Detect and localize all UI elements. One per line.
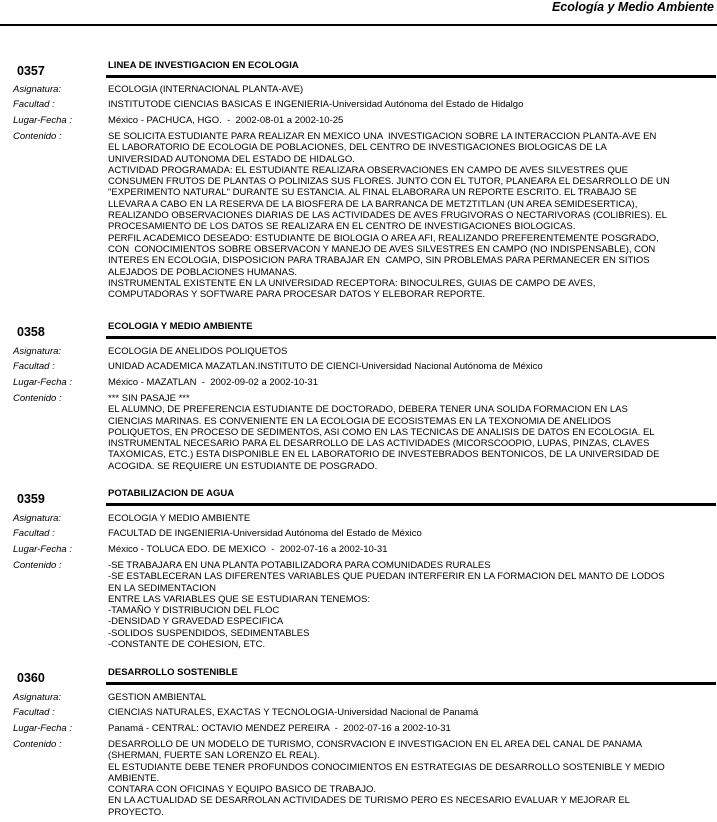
page-header: [0, 0, 717, 26]
entry-number: 0359: [17, 492, 45, 506]
asignatura-label: Asignatura:: [13, 346, 62, 357]
facultad-value: FACULTAD DE INGENIERIA-Universidad Autónoma del Estado de México: [108, 528, 422, 539]
contenido-label: Contenido :: [13, 560, 62, 571]
contenido-value: *** SIN PASAJE *** EL ALUMNO, DE PREFERENCIA ESTUDIANTE DE DOCTORADO, DEBERA TENER UNA SOLIDA FORMACION EN LAS CIENCIAS MARINAS. ES CONVENIENTE EN LA ECOLOGIA DE ECOSISTEMAS EN LA TEXONOMIA DE ANELIDOS POLIQUETOS, EN PROCESO DE SEDIMENTOS, ASI COMO EN LAS TECNICAS DE ANALISIS DE DATOS EN ECOLOGIA. EL INSTRUMENTAL NECESARIO PARA EL DESARROLLO DE LAS ACTIVIDADES (MICORSCOOPIO, LUPAS, PINZAS, CLAVES TAXOMICAS, ETC.) ESTA DISPONIBLE EN EL LABORATORIO DE INVESTEBRADOS BENTONICOS, DE LA UNIVERSIDAD DE ACOGIDA. SE REQUIERE UN ESTUDIANTE DE POSGRADO.: [108, 393, 660, 472]
entry-divider: [106, 75, 716, 78]
contenido-label: Contenido :: [13, 393, 62, 404]
facultad-value: CIENCIAS NATURALES, EXACTAS Y TECNOLOGIA-Universidad Nacional de Panamá: [108, 707, 479, 718]
facultad-label: Facultad :: [13, 528, 55, 539]
contenido-label: Contenido :: [13, 739, 62, 750]
asignatura-value: ECOLOGIA Y MEDIO AMBIENTE: [108, 513, 251, 524]
entry-divider: [106, 682, 716, 685]
lugar-fecha-label: Lugar-Fecha :: [13, 544, 72, 555]
entry-title: DESARROLLO SOSTENIBLE: [108, 667, 238, 678]
entry-divider: [106, 336, 716, 339]
lugar-fecha-label: Lugar-Fecha :: [13, 377, 72, 388]
entry-title: ECOLOGIA Y MEDIO AMBIENTE: [108, 321, 253, 332]
page-title: Ecología y Medio Ambiente: [551, 0, 714, 14]
lugar-fecha-value: México - MAZATLAN - 2002-09-02 a 2002-10-31: [108, 377, 318, 388]
entry-title: POTABILIZACION DE AGUA: [108, 488, 235, 499]
facultad-value: UNIDAD ACADEMICA MAZATLAN.INSTITUTO DE CIENCI-Universidad Nacional Autónoma de México: [108, 361, 543, 372]
entry-title: LINEA DE INVESTIGACION EN ECOLOGIA: [108, 60, 299, 71]
entry-number: 0357: [17, 64, 45, 78]
facultad-label: Facultad :: [13, 361, 55, 372]
asignatura-value: GESTION AMBIENTAL: [108, 692, 207, 703]
lugar-fecha-value: Panamá - CENTRAL: OCTAVIO MENDEZ PEREIRA - 2002-07-16 a 2002-10-31: [108, 723, 451, 734]
contenido-value: DESARROLLO DE UN MODELO DE TURISMO, CONSRVACION E INVESTIGACION EN EL AREA DEL CANAL DE PANAMA (SHERMAN, FUERTE SAN LORENZO EL REAL). EL ESTUDIANTE DEBE TENER PROFUNDOS CONOCIMIENTOS EN ESTRATEGIAS DE DESARROLLO SOSTENIBLE Y MEDIO AMBIENTE. CONTARA CON OFICINAS Y EQUIPO BASICO DE TRABAJO. EN LA ACTUALIDAD SE DESARROLAN ACTIVIDADES DE TURISMO PERO ES NECESARIO EVALUAR Y MEJORAR EL PROYECTO.: [108, 739, 665, 818]
facultad-label: Facultad :: [13, 99, 55, 110]
entry-number: 0360: [17, 671, 45, 685]
contenido-value: SE SOLICITA ESTUDIANTE PARA REALIZAR EN MEXICO UNA INVESTIGACION SOBRE LA INTERACCION PLANTA-AVE EN EL LABORATORIO DE ECOLOGIA DE POBLACIONES, DEL CENTRO DE INVESTIGACIONES BIOLOGICAS DE LA UNIVERSIDAD AUTONOMA DEL ESTADO DE HIDALGO. ACTIVIDAD PROGRAMADA: EL ESTUDIANTE REALIZARA OBSERVACIONES EN CAMPO DE AVES SILVESTRES QUE CONSUMEN FRUTOS DE PLANTAS O POLINIZAS SUS FLORES. JUNTO CON EL TUTOR, PLANEARA EL DESARROLLO DE UN "EXPERIMENTO NATURAL" DURANTE SU ESTANCIA. AL FINAL ELABORARA UN REPORTE ESCRITO. EL TRABAJO SE LLEVARA A CABO EN LA RESERVA DE LA BIOSFERA DE LA BARRANCA DE METZTITLAN (UN AREA SEMIDESERTICA), REALIZANDO OBSERVACIONES DIARIAS DE LAS ACTIVIDADES DE AVES FRUGIVORAS O NECTARIVORAS (COLIBRIES). EL PROCESAMIENTO DE LOS DATOS SE REALIZARA EN EL CENTRO DE INVESTIGACIONES BIOLOGICAS. PERFIL ACADEMICO DESEADO: ESTUDIANTE DE BIOLOGIA O AREA AFI, REALIZANDO PREFERENTEMENTE POSGRADO, CON CONOCIMIENTOS SOBRE OBSERVACON Y MANEJO DE AVES SILVESTRES EN CAMPO (NO INDISPENSABLE), CON INTERES EN ECOLOGIA, DISPOSICION PARA TRABAJAR EN CAMPO, SIN PROBLEMAS PARA PERMANECER EN SITIOS ALEJADOS DE POBLACIONES HUMANAS. INSTRUMENTAL EXISTENTE EN LA UNIVERSIDAD RECEPTORA: BINOCULRES, GUIAS DE CAMPO DE AVES, COMPUTADORAS Y SOFTWARE PARA PROCESAR DATOS Y ELEBORAR REPORTE.: [108, 131, 670, 301]
asignatura-label: Asignatura:: [13, 692, 62, 703]
lugar-fecha-label: Lugar-Fecha :: [13, 115, 72, 126]
asignatura-value: ECOLOGIA DE ANELIDOS POLIQUETOS: [108, 346, 288, 357]
contenido-label: Contenido :: [13, 131, 62, 142]
contenido-value: -SE TRABAJARA EN UNA PLANTA POTABILIZADORA PARA COMUNIDADES RURALES -SE ESTABLECERAN LAS DIFERENTES VARIABLES QUE PUEDAN INTERFERIR EN LA FORMACION DEL MANTO DE LODOS EN LA SEDIMENTACION ENTRE LAS VARIABLES QUE SE ESTUDIARAN TENEMOS: -TAMAÑO Y DISTRIBUCION DEL FLOC -DENSIDAD Y GRAVEDAD ESPECIFICA -SOLIDOS SUSPENDIDOS, SEDIMENTABLES -CONSTANTE DE COHESION, ETC.: [108, 560, 665, 651]
lugar-fecha-label: Lugar-Fecha :: [13, 723, 72, 734]
asignatura-label: Asignatura:: [13, 513, 62, 524]
asignatura-label: Asignatura:: [13, 84, 62, 95]
asignatura-value: ECOLOGIA (INTERNACIONAL PLANTA-AVE): [108, 84, 304, 95]
entry-number: 0358: [17, 325, 45, 339]
facultad-value: INSTITUTODE CIENCIAS BASICAS E INGENIERIA-Universidad Autónoma del Estado de Hidalgo: [108, 99, 524, 110]
facultad-label: Facultad :: [13, 707, 55, 718]
lugar-fecha-value: México - TOLUCA EDO. DE MEXICO - 2002-07-16 a 2002-10-31: [108, 544, 388, 555]
entry-divider: [106, 503, 716, 506]
lugar-fecha-value: México - PACHUCA, HGO. - 2002-08-01 a 2002-10-25: [108, 115, 344, 126]
